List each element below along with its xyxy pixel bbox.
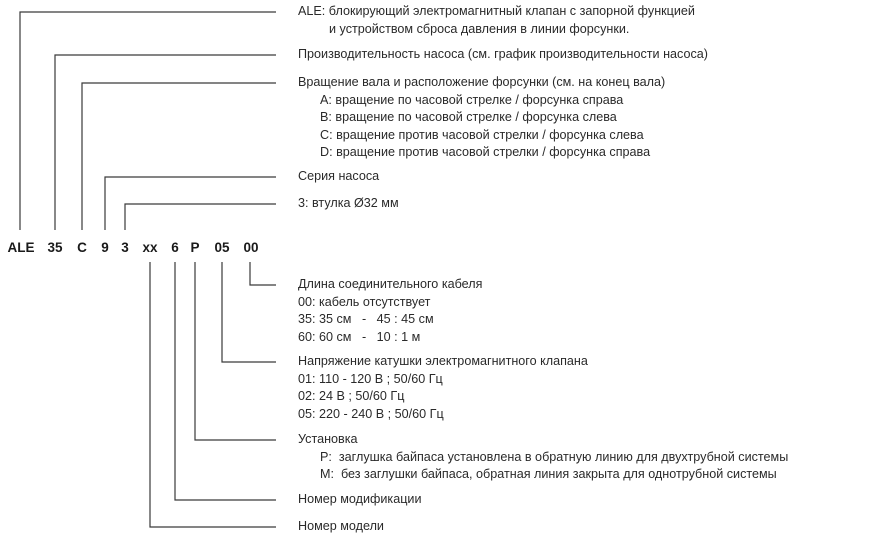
description-title: Напряжение катушки электромагнитного клапана [298, 354, 588, 368]
code-segment-modification: 6 [171, 240, 179, 255]
option-item: P: заглушка байпаса установлена в обратную линию для двухтрубной системы [320, 449, 789, 464]
option-item: 00: кабель отсутствует [298, 294, 431, 309]
code-segment-cable: 00 [243, 240, 259, 255]
description-title: Вращение вала и расположение форсунки (см. на конец вала) [298, 75, 666, 89]
description-rotation [298, 74, 665, 162]
description-series [298, 168, 379, 186]
leader-rotation [82, 83, 276, 230]
code-segment-ale: ALE [7, 240, 35, 255]
code-segment-rotation: C [77, 240, 87, 255]
option-item: D: вращение против часовой стрелки / форсунка справа [320, 145, 651, 159]
description-title: Установка [298, 432, 358, 446]
description-title: Длина соединительного кабеля [298, 277, 483, 291]
description-title: Производительность насоса (см. график производительности насоса) [298, 47, 708, 61]
option-item: B: вращение по часовой стрелке / форсунка слева [320, 110, 617, 124]
leader-installation [195, 262, 276, 440]
option-item: A: вращение по часовой стрелке / форсунка справа [320, 92, 624, 107]
option-item: 05: 220 - 240 В ; 50/60 Гц [298, 406, 444, 421]
leader-ale [20, 12, 276, 230]
description-cable [298, 276, 482, 346]
option-item: M: без заглушки байпаса, обратная линия закрыта для однотрубной системы [320, 467, 777, 481]
option-item: 01: 110 - 120 В ; 50/60 Гц [298, 371, 443, 386]
option-item: C: вращение против часовой стрелки / форсунка слева [320, 127, 644, 142]
leader-modification [175, 262, 276, 500]
option-item: 02: 24 В ; 50/60 Гц [298, 389, 405, 403]
leader-bushing [125, 204, 276, 230]
leader-model [150, 262, 276, 527]
description-title: Номер модели [298, 519, 384, 533]
code-segment-capacity: 35 [47, 240, 63, 255]
leader-cable [250, 262, 276, 285]
description-continuation: и устройством сброса давления в линии форсунки. [329, 21, 630, 36]
description-bushing [298, 195, 399, 213]
description-title: 3: втулка Ø32 мм [298, 196, 399, 210]
code-segment-bushing: 3 [121, 240, 129, 255]
option-item: 35: 35 см - 45 : 45 см [298, 312, 434, 326]
option-item: 60: 60 см - 10 : 1 м [298, 329, 421, 344]
description-capacity [298, 46, 708, 64]
code-segment-series: 9 [101, 240, 109, 255]
description-modification [298, 491, 422, 509]
code-segment-voltage: 05 [214, 240, 230, 255]
description-voltage [298, 353, 588, 423]
code-segment-installation: P [190, 240, 200, 255]
description-title: Серия насоса [298, 169, 380, 183]
description-ale [298, 3, 695, 38]
description-model [298, 518, 384, 536]
description-title: Номер модификации [298, 492, 422, 506]
description-title: ALE: блокирующий электромагнитный клапан с запорной функцией [298, 4, 695, 18]
code-segment-model: xx [142, 240, 158, 255]
description-installation [298, 431, 788, 484]
leader-voltage [222, 262, 276, 362]
